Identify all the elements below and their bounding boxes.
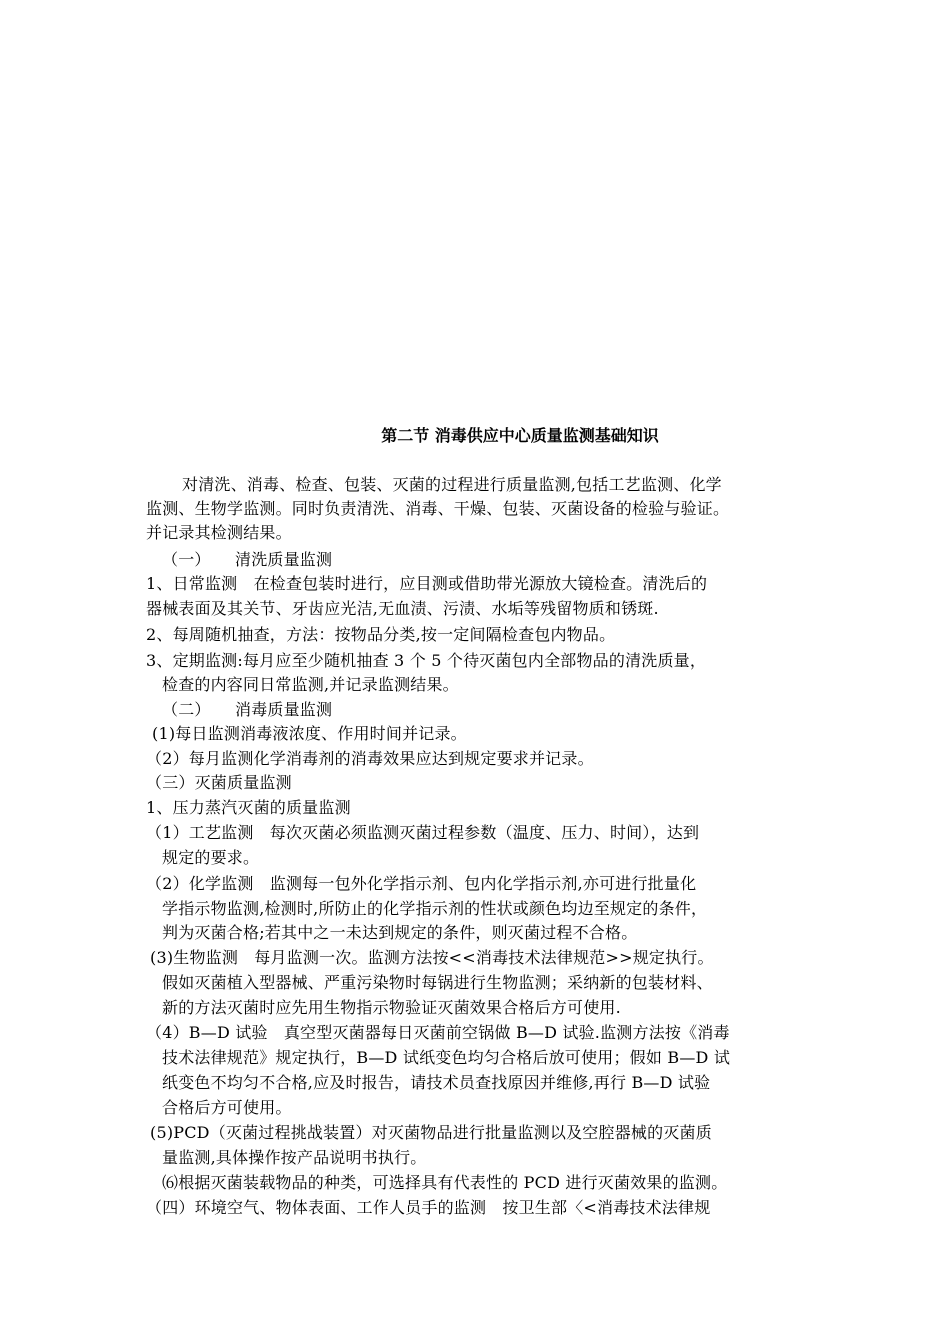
paragraph-line: 判为灭菌合格;若其中之一未达到规定的条件，则灭菌过程不合格。 <box>162 923 638 942</box>
paragraph-line: （四）环境空气、物体表面、工作人员手的监测 按卫生部〈<消毒技术法律规 <box>146 1198 711 1217</box>
paragraph-line: （2）化学监测 监测每一包外化学指示剂、包内化学指示剂,亦可进行批量化 <box>146 874 697 893</box>
paragraph-line: 纸变色不均匀不合格,应及时报告，请技术员查找原因并维修,再行 B—D 试验 <box>162 1073 711 1092</box>
paragraph-line: 技术法律规范》规定执行，B—D 试纸变色均匀合格后放可使用；假如 B—D 试 <box>162 1048 731 1067</box>
paragraph-line: 检查的内容同日常监测,并记录监测结果。 <box>162 675 459 694</box>
paragraph-line: 假如灭菌植入型器械、严重污染物时每锅进行生物监测；采纳新的包装材料、 <box>162 973 713 992</box>
paragraph-line: 新的方法灭菌时应先用生物指示物验证灭菌效果合格后方可使用. <box>162 998 621 1017</box>
paragraph-line: （4）B—D 试验 真空型灭菌器每日灭菌前空锅做 B—D 试验.监测方法按《消毒 <box>146 1023 730 1042</box>
paragraph-line: ⑹根据灭菌装载物品的种类，可选择具有代表性的 PCD 进行灭菌效果的监测。 <box>162 1173 728 1192</box>
paragraph-line: 并记录其检测结果。 <box>146 523 292 542</box>
paragraph-line: 合格后方可使用。 <box>162 1098 292 1117</box>
section-title: 第二节 消毒供应中心质量监测基础知识 <box>381 426 659 445</box>
paragraph-line: 2、每周随机抽查，方法：按物品分类,按一定间隔检查包内物品。 <box>146 625 616 644</box>
subsection-heading: （二） 消毒质量监测 <box>162 700 333 719</box>
paragraph-line: 器械表面及其关节、牙齿应光洁,无血渍、污渍、水垢等残留物质和锈斑. <box>146 599 659 618</box>
paragraph-line: 1、压力蒸汽灭菌的质量监测 <box>146 798 351 817</box>
paragraph-line: (3)生物监测 每月监测一次。监测方法按<<消毒技术法律规范>>规定执行。 <box>150 948 714 967</box>
paragraph-line: 量监测,具体操作按产品说明书执行。 <box>162 1148 427 1167</box>
paragraph-line: （1）工艺监测 每次灭菌必须监测灭菌过程参数（温度、压力、时间），达到 <box>146 823 700 842</box>
subsection-heading: （三）灭菌质量监测 <box>146 773 292 792</box>
paragraph-line: （2）每月监测化学消毒剂的消毒效果应达到规定要求并记录。 <box>146 749 594 768</box>
paragraph-line: 规定的要求。 <box>162 848 260 867</box>
paragraph-line: (5)PCD（灭菌过程挑战装置）对灭菌物品进行批量监测以及空腔器械的灭菌质 <box>150 1123 712 1142</box>
paragraph-line: (1)每日监测消毒液浓度、作用时间并记录。 <box>152 724 467 743</box>
paragraph-line: 1、日常监测 在检查包装时进行，应目测或借助带光源放大镜检查。清洗后的 <box>146 574 708 593</box>
subsection-heading: （一） 清洗质量监测 <box>162 550 333 569</box>
paragraph-line: 监测、生物学监测。同时负责清洗、消毒、干燥、包装、灭菌设备的检验与验证。 <box>146 499 730 518</box>
paragraph-line: 3、定期监测:每月应至少随机抽查 3 个 5 个待灭菌包内全部物品的清洗质量， <box>146 651 707 670</box>
paragraph-line: 对清洗、消毒、检查、包装、灭菌的过程进行质量监测,包括工艺监测、化学 <box>182 475 722 494</box>
paragraph-line: 学指示物监测,检测时,所防止的化学指示剂的性状或颜色均边至规定的条件， <box>162 899 708 918</box>
